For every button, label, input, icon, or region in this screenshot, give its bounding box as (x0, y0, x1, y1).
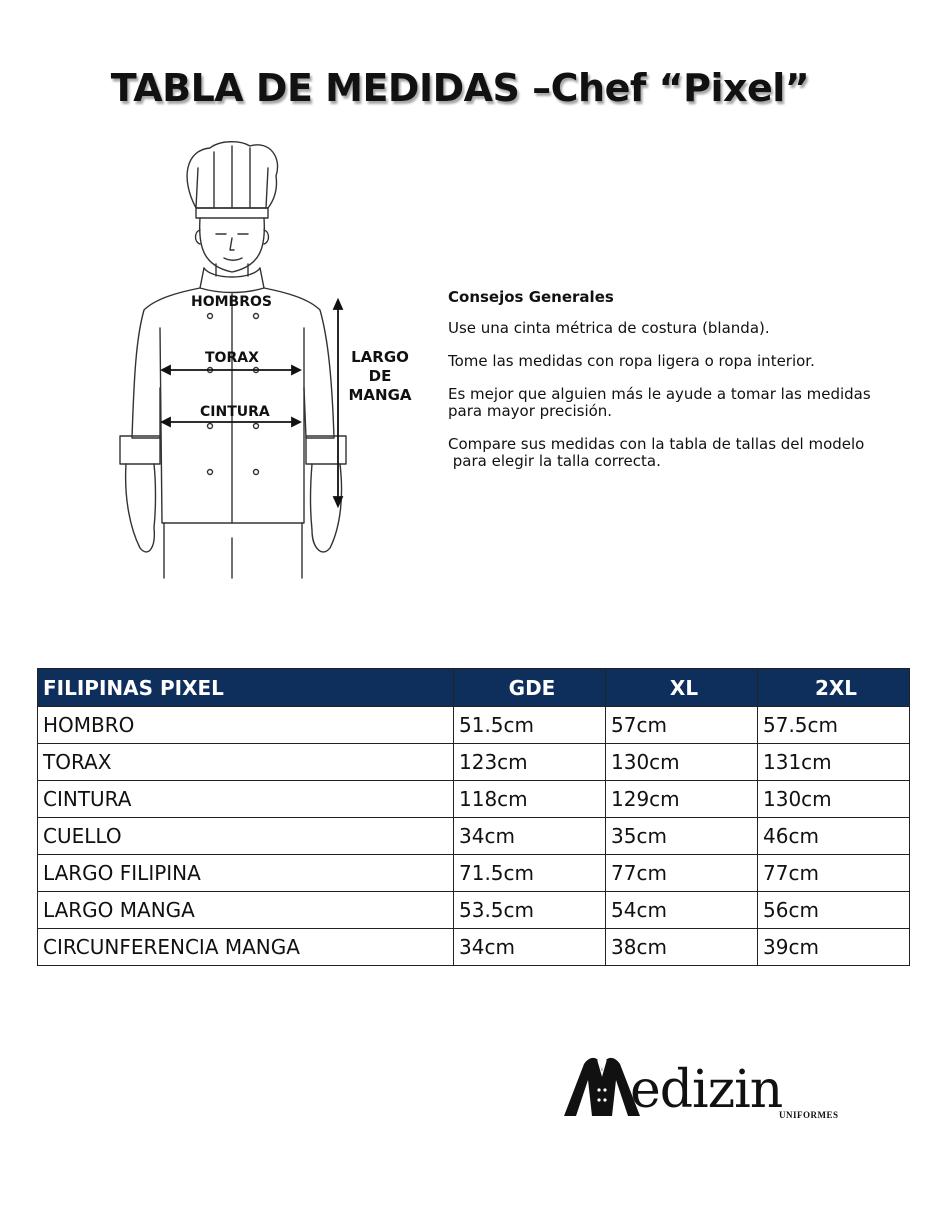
table-row (38, 892, 910, 929)
table-cell: 131cm (758, 744, 910, 781)
table-cell: 57cm (606, 707, 758, 744)
table-row (38, 744, 910, 781)
chef-measurement-illustration (100, 138, 430, 588)
size-table (37, 668, 910, 966)
table-cell: 53.5cm (454, 892, 606, 929)
table-row (38, 818, 910, 855)
table-cell: 56cm (758, 892, 910, 929)
table-cell: 35cm (606, 818, 758, 855)
column-header: FILIPINAS PIXEL (38, 669, 454, 707)
table-cell: 51.5cm (454, 707, 606, 744)
table-cell: HOMBRO (38, 707, 454, 744)
table-cell: CINTURA (38, 781, 454, 818)
label-largo-manga-line: DE (368, 367, 392, 385)
column-header: XL (606, 669, 758, 707)
label-largo-manga (344, 348, 416, 405)
tip-text: para elegir la talla correcta. (448, 452, 661, 470)
table-row (38, 781, 910, 818)
table-cell: LARGO MANGA (38, 892, 454, 929)
tip-text: Compare sus medidas con la tabla de tallas del modelo (448, 435, 865, 453)
table-cell: 46cm (758, 818, 910, 855)
table-cell: 38cm (606, 929, 758, 966)
table-cell: 77cm (606, 855, 758, 892)
table-cell: 129cm (606, 781, 758, 818)
table-row (38, 929, 910, 966)
table-cell: 118cm (454, 781, 606, 818)
table-header-row (38, 669, 910, 707)
table-cell: 77cm (758, 855, 910, 892)
table-cell: 130cm (758, 781, 910, 818)
table-cell: 34cm (454, 818, 606, 855)
label-largo-manga-line: LARGO (351, 348, 409, 366)
table-cell: 34cm (454, 929, 606, 966)
table-cell: TORAX (38, 744, 454, 781)
tip-item (448, 353, 898, 370)
page-title: TABLA DE MEDIDAS –Chef “Pixel” (110, 66, 810, 110)
label-hombros: HOMBROS (191, 294, 272, 310)
tip-text: Use una cinta métrica de costura (blanda). (448, 319, 770, 337)
tip-text: para mayor precisión. (448, 402, 613, 420)
logo-subtitle: UNIFORMES (779, 1110, 839, 1120)
table-cell: LARGO FILIPINA (38, 855, 454, 892)
table-row (38, 855, 910, 892)
column-header: GDE (454, 669, 606, 707)
general-tips (448, 288, 898, 486)
table-cell: CIRCUNFERENCIA MANGA (38, 929, 454, 966)
table-cell: 130cm (606, 744, 758, 781)
table-cell: 57.5cm (758, 707, 910, 744)
table-cell: 54cm (606, 892, 758, 929)
tip-item (448, 320, 898, 337)
tips-heading: Consejos Generales (448, 288, 614, 306)
table-cell: 123cm (454, 744, 606, 781)
table-cell: 71.5cm (454, 855, 606, 892)
column-header: 2XL (758, 669, 910, 707)
table-cell: 39cm (758, 929, 910, 966)
tip-text: Es mejor que alguien más le ayude a tomar las medidas (448, 385, 871, 403)
label-cintura: CINTURA (200, 404, 270, 420)
tip-item (448, 436, 898, 470)
label-largo-manga-line: MANGA (348, 386, 412, 404)
medizin-logo (562, 1050, 852, 1130)
tip-text: Tome las medidas con ropa ligera o ropa interior. (448, 352, 815, 370)
table-cell: CUELLO (38, 818, 454, 855)
label-torax: TORAX (205, 350, 259, 366)
logo-wordmark: edizin (630, 1060, 783, 1120)
table-row (38, 707, 910, 744)
tip-item (448, 386, 898, 420)
